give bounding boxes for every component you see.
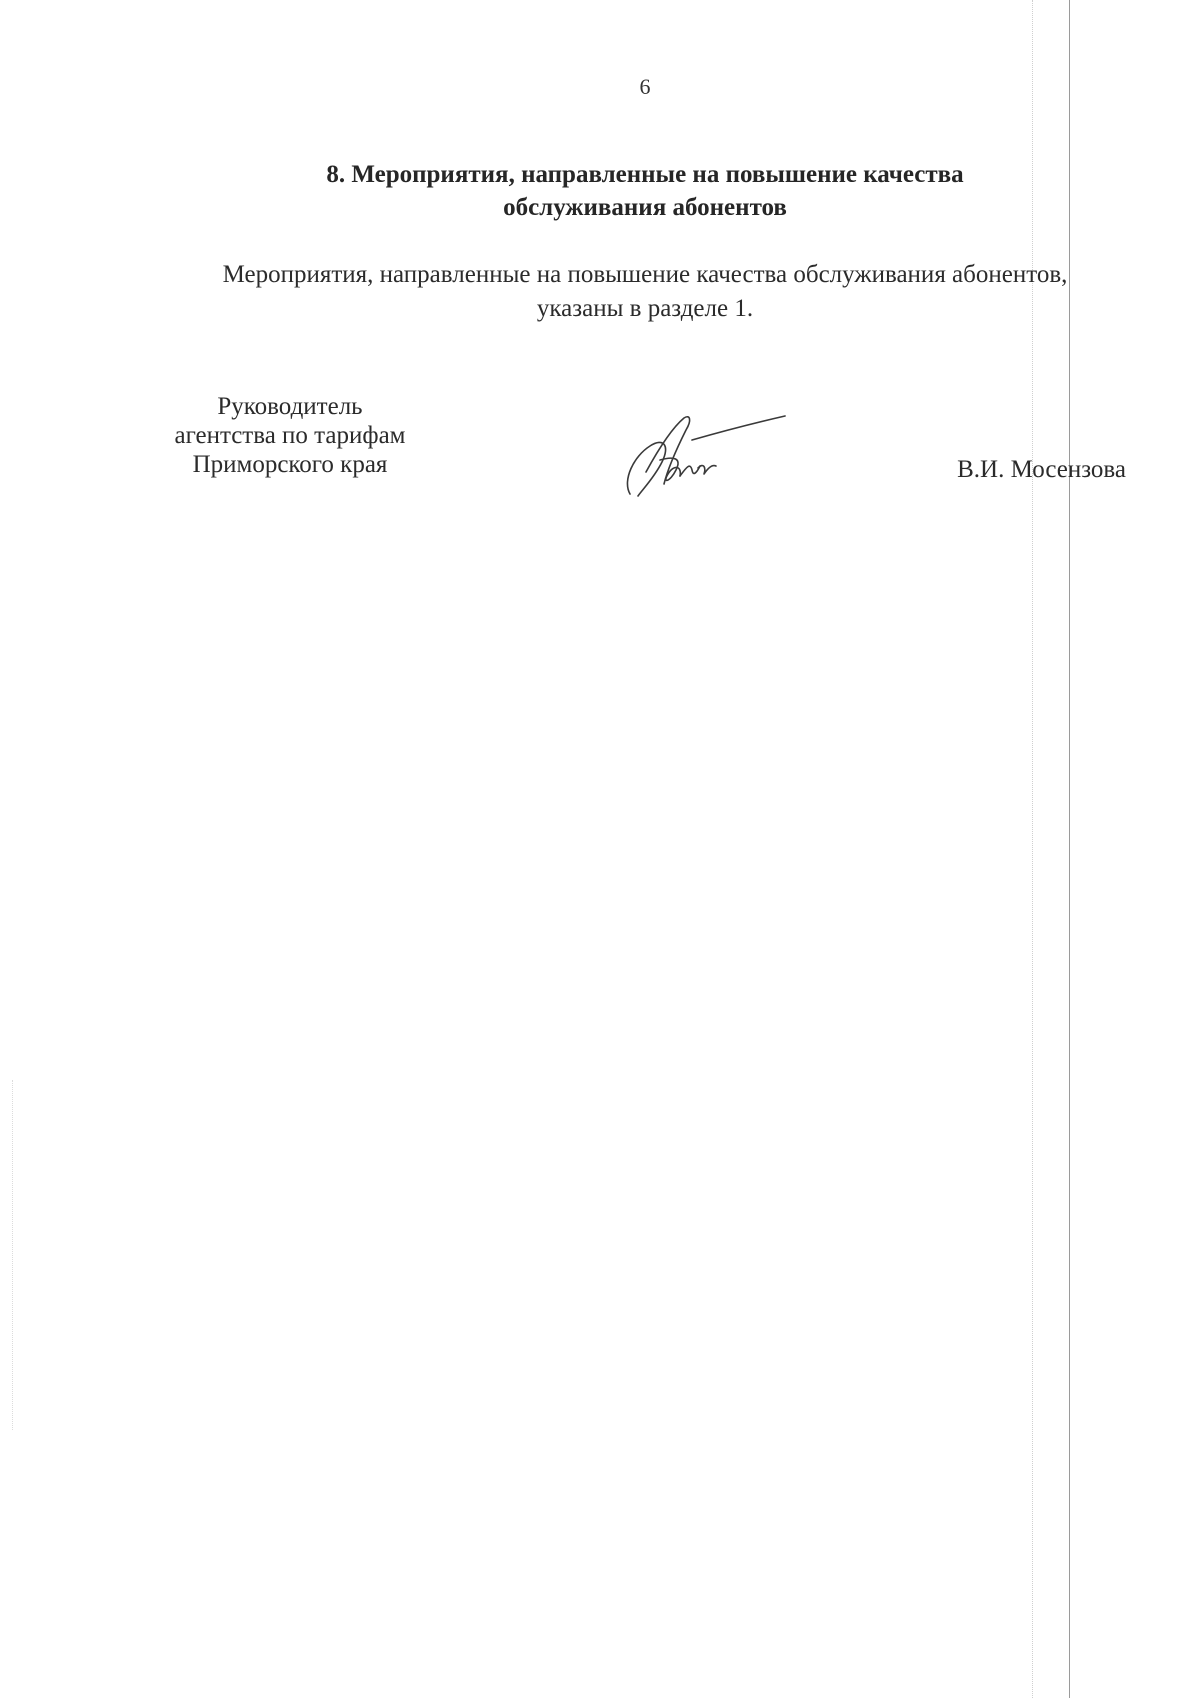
signer-position-line-3: Приморского края: [192, 451, 388, 478]
signer-position-line-1: Руководитель: [217, 393, 363, 420]
scan-edge-line: [1069, 0, 1070, 1698]
section-heading-line-2: обслуживания абонентов: [503, 194, 787, 221]
section-body-line-2: указаны в разделе 1.: [536, 295, 754, 322]
section-body-line-1: Мероприятия, направленные на повышение качества обслуживания абонентов,: [222, 261, 1068, 288]
section-heading: [220, 158, 1070, 224]
scan-left-dotted-line: [12, 1080, 14, 1430]
signer-name: В.И. Мосензова: [957, 456, 1126, 483]
signer-position: [140, 392, 440, 479]
section-heading-line-1: 8. Мероприятия, направленные на повышение качества: [326, 161, 964, 188]
signer-position-line-2: агентства по тарифам: [174, 422, 406, 449]
signature-icon: [620, 410, 800, 505]
page-number: 6: [639, 74, 651, 99]
scan-edge-dotted-line: [1032, 0, 1034, 1698]
section-body: [140, 258, 1150, 326]
